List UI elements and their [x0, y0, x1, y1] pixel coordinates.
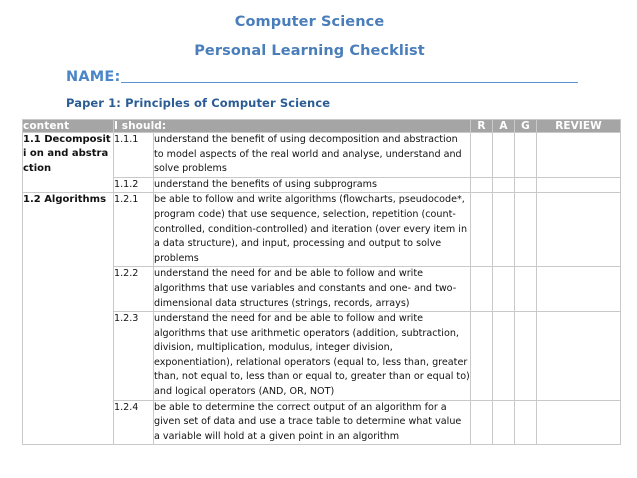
column-header-r: R	[471, 120, 493, 133]
rag-cell-green[interactable]	[515, 133, 537, 178]
name-field-row	[0, 70, 637, 85]
column-header-review: REVIEW	[537, 120, 621, 133]
table-row	[23, 133, 621, 178]
spec-code-cell: 1.2.2	[114, 267, 154, 312]
rag-cell-amber[interactable]	[493, 177, 515, 193]
content-topic-cell: 1.2 Algorithms	[23, 193, 114, 445]
content-topic-cell: 1.1 Decompositi on and abstraction	[23, 133, 114, 193]
column-header-content: content	[23, 120, 114, 133]
page-subtitle: Personal Learning Checklist	[194, 42, 425, 59]
name-label: NAME:	[66, 68, 121, 85]
column-header-a: A	[493, 120, 515, 133]
rag-cell-green[interactable]	[515, 267, 537, 312]
title-block	[0, 0, 637, 59]
spec-code-cell: 1.1.2	[114, 177, 154, 193]
rag-cell-amber[interactable]	[493, 193, 515, 267]
rag-cell-green[interactable]	[515, 312, 537, 400]
review-cell[interactable]	[537, 133, 621, 178]
statement-cell: understand the benefit of using decomposition and abstraction to model aspects of the real world and analyse, understand and solve problems	[154, 133, 471, 178]
rag-cell-green[interactable]	[515, 193, 537, 267]
rag-cell-red[interactable]	[471, 312, 493, 400]
statement-cell: understand the benefits of using subprograms	[154, 177, 471, 193]
review-cell[interactable]	[537, 267, 621, 312]
rag-cell-green[interactable]	[515, 177, 537, 193]
rag-cell-amber[interactable]	[493, 133, 515, 178]
review-cell[interactable]	[537, 177, 621, 193]
statement-cell: understand the need for and be able to follow and write algorithms that use arithmetic operators (addition, subtraction, division, multiplication, modulus, integer division, exponentiation), relational operators (equal to, less than, greater than, not equal to, less than or equal to, greater than or equal to) and logical operators (AND, OR, NOT)	[154, 312, 471, 400]
rag-cell-red[interactable]	[471, 267, 493, 312]
spec-code-cell: 1.2.3	[114, 312, 154, 400]
column-header-i-should: I should:	[114, 120, 471, 133]
review-cell[interactable]	[537, 312, 621, 400]
table-row	[23, 193, 621, 267]
rag-cell-red[interactable]	[471, 400, 493, 445]
table-body	[23, 133, 621, 445]
paper-heading: Paper 1: Principles of Computer Science	[66, 96, 331, 111]
spec-code-cell: 1.1.1	[114, 133, 154, 178]
spec-code-cell: 1.2.4	[114, 400, 154, 445]
statement-cell: understand the need for and be able to follow and write algorithms that use variables and constants and one- and two-dimensional data structures (strings, records, arrays)	[154, 267, 471, 312]
review-cell[interactable]	[537, 193, 621, 267]
rag-cell-red[interactable]	[471, 177, 493, 193]
review-cell[interactable]	[537, 400, 621, 445]
checklist-table	[22, 119, 621, 445]
checklist-table-wrap	[0, 119, 637, 445]
spec-code-cell: 1.2.1	[114, 193, 154, 267]
rag-cell-red[interactable]	[471, 193, 493, 267]
statement-cell: be able to follow and write algorithms (flowcharts, pseudocode*, program code) that use sequence, selection, repetition (count-controlled, condition-controlled) and iteration (over every item in a data structure), and input, processing and output to solve problems	[154, 193, 471, 267]
rag-cell-red[interactable]	[471, 133, 493, 178]
rag-cell-green[interactable]	[515, 400, 537, 445]
page-title: Computer Science	[234, 14, 385, 30]
column-header-g: G	[515, 120, 537, 133]
rag-cell-amber[interactable]	[493, 312, 515, 400]
table-header	[23, 120, 621, 133]
table-header-row	[23, 120, 621, 133]
name-input-rule[interactable]	[121, 82, 578, 83]
rag-cell-amber[interactable]	[493, 267, 515, 312]
rag-cell-amber[interactable]	[493, 400, 515, 445]
statement-cell: be able to determine the correct output of an algorithm for a given set of data and use a trace table to determine what value a variable will hold at a given point in an algorithm	[154, 400, 471, 445]
